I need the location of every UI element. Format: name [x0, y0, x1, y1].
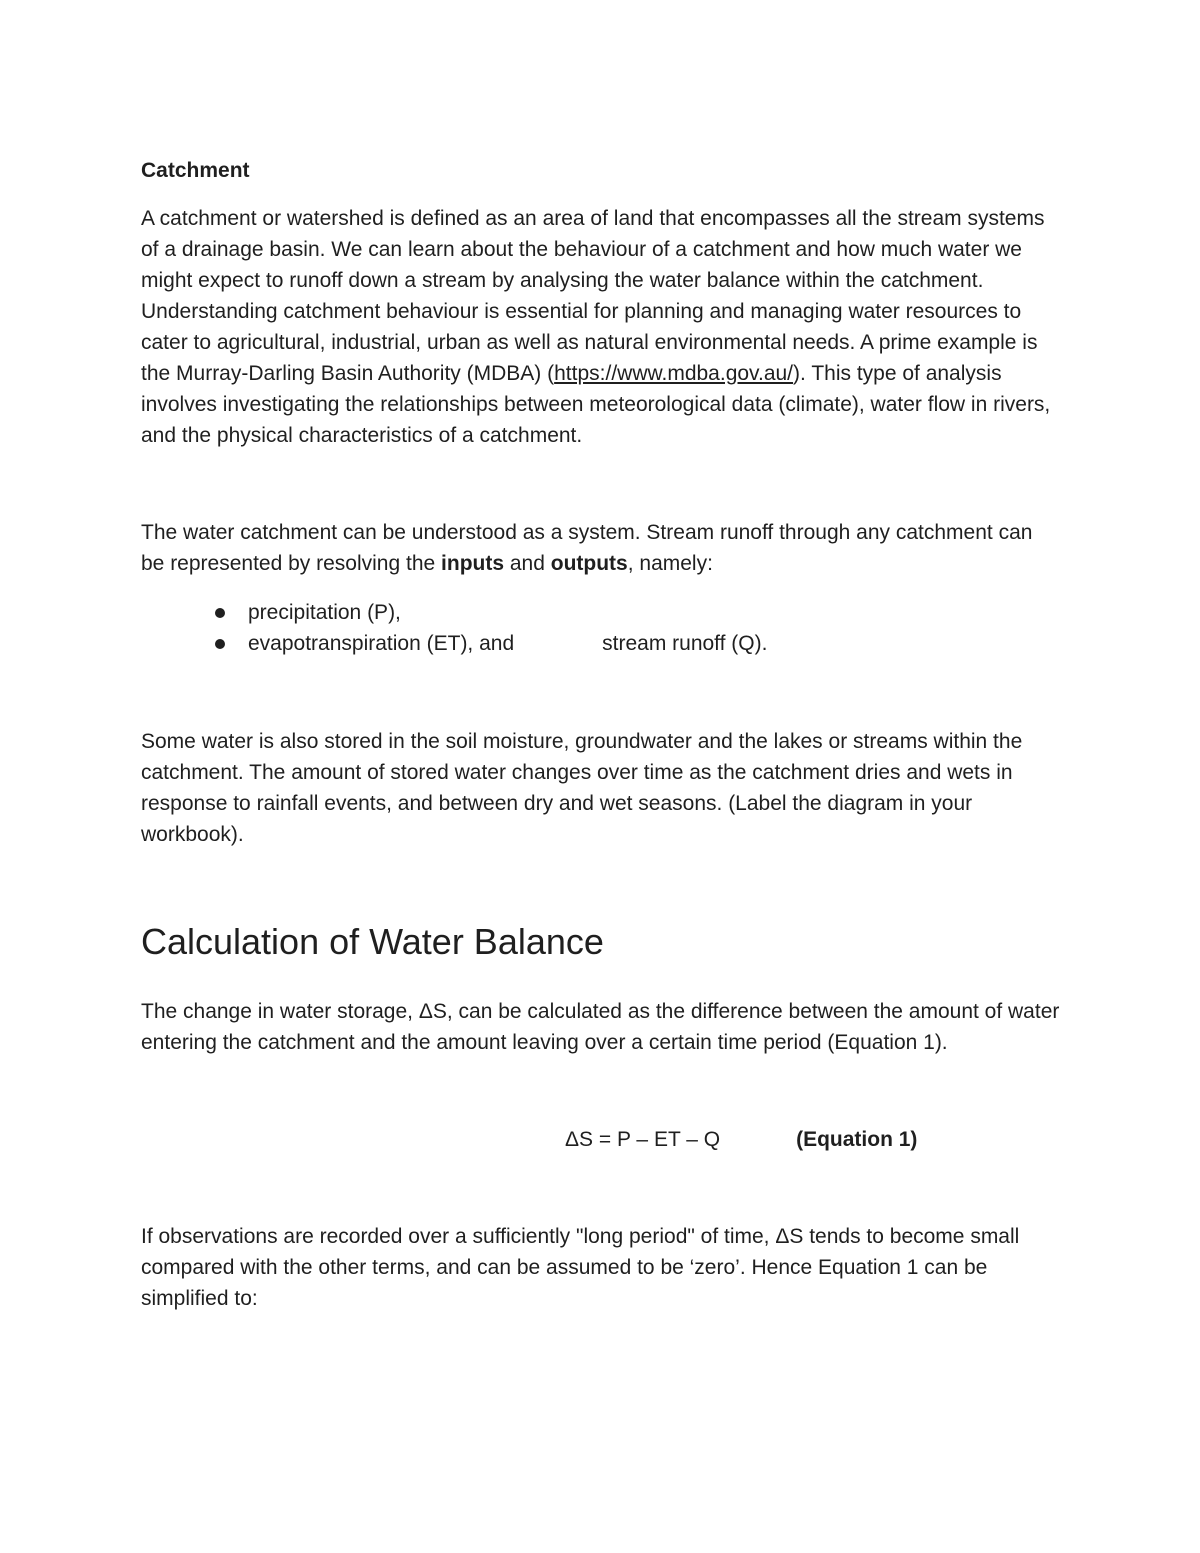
mdba-link[interactable]: https://www.mdba.gov.au/	[554, 362, 794, 385]
equation-label: (Equation 1)	[796, 1128, 918, 1151]
long-period-paragraph: If observations are recorded over a sufficiently "long period" of time, ΔS tends to become small compared with the other terms, and can be assumed to be ‘zero’. Hence Equation 1 can be simplified to:	[141, 1225, 1020, 1310]
spacer	[141, 451, 1061, 517]
spacer	[141, 1058, 1061, 1124]
section-heading-water-balance: Calculation of Water Balance	[141, 921, 604, 962]
paragraph-text: , namely:	[627, 552, 713, 575]
spacer	[141, 850, 1061, 920]
equation-1	[141, 1124, 1061, 1155]
section-heading-catchment: Catchment	[141, 159, 250, 182]
list-item-text: evapotranspiration (ET), and	[248, 632, 515, 655]
bullet-list	[141, 597, 1061, 659]
water-storage-paragraph: The change in water storage, ΔS, can be calculated as the difference between the amount of water entering the catchment and the amount leaving over a certain time period (Equation 1).	[141, 1000, 1060, 1054]
spacer	[141, 1155, 1061, 1221]
list-item-text: precipitation (P),	[248, 601, 401, 624]
list-item	[215, 597, 1061, 628]
equation-formula: ΔS = P – ET – Q	[565, 1128, 721, 1151]
paragraph-text: ). This type of analysis involves investigating the relationships between meteorological data (climate), water flow in rivers, and the physical characteristics of a catchment.	[141, 362, 1051, 447]
bold-inputs: inputs	[441, 552, 505, 575]
system-paragraph	[141, 517, 1061, 579]
list-item-text: stream runoff (Q).	[602, 632, 768, 655]
storage-paragraph: Some water is also stored in the soil moisture, groundwater and the lakes or streams within the catchment. The amount of stored water changes over time as the catchment dries and wets in response to rainfall events, and between dry and wet seasons. (Label the diagram in your workbook).	[141, 730, 1023, 846]
list-item	[215, 628, 1061, 659]
catchment-paragraph	[141, 203, 1061, 451]
bullet-icon	[215, 639, 225, 649]
paragraph-text: and	[504, 552, 551, 575]
spacer	[141, 659, 1061, 726]
spacer	[141, 964, 1061, 996]
document-page	[141, 155, 1061, 1314]
bullet-icon	[215, 608, 225, 618]
bold-outputs: outputs	[550, 552, 628, 575]
paragraph-text: The water catchment can be understood as a system. Stream runoff through any catchment can be represented by resolving the	[141, 521, 1033, 575]
paragraph-text: A catchment or watershed is defined as an area of land that encompasses all the stream systems of a drainage basin. We can learn about the behaviour of a catchment and how much water we might expect to runoff down a stream by analysing the water balance within the catchment. Understanding catchment behaviour is essential for planning and managing water resources to cater to agricultural, industrial, urban as well as natural environmental needs. A prime example is the Murray-Darling Basin Authority (MDBA) (	[141, 207, 1045, 385]
